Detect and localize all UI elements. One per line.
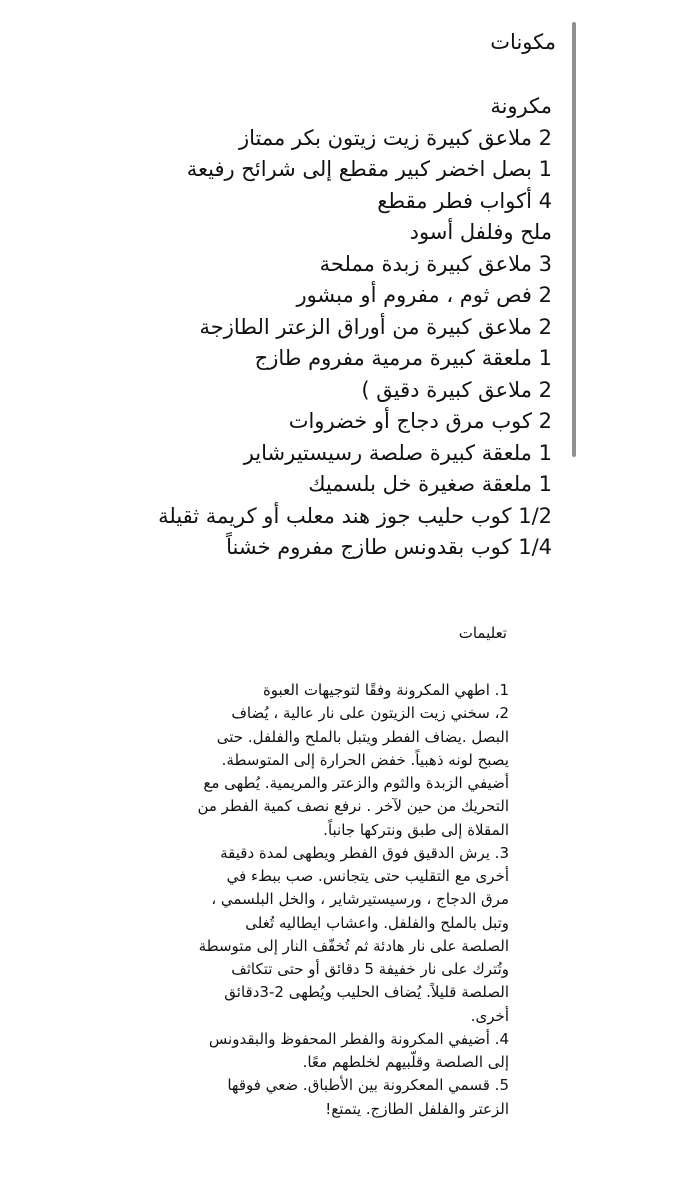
ingredient-item: 3 ملاعق كبيرة زبدة مملحة	[319, 251, 552, 276]
ingredient-item: مكرونة	[490, 94, 552, 118]
instruction-line: الزعتر والفلفل الطازج. يتمتع!	[325, 1099, 509, 1118]
ingredient-item: 1 ملعقة صغيرة خل بلسميك	[308, 472, 552, 496]
ingredient-item: 1 ملعقة كبيرة صلصة رسيستيرشاير	[243, 440, 552, 465]
instruction-line: أخرى.	[470, 1006, 509, 1025]
instruction-line: أخرى مع التقليب حتى يتجانس. صب ببطء في	[226, 867, 509, 885]
instructions-text	[194, 679, 509, 1121]
ingredient-item: 2 فص ثوم ، مفروم أو مبشور	[296, 283, 552, 307]
vertical-scrollbar[interactable]	[572, 22, 576, 457]
ingredient-item: 2 ملاعق كبيرة من أوراق الزعتر الطازجة	[199, 314, 552, 339]
instruction-line: الصلصة على نار هادئة ثم تُخفّف النار إلى متوسطة	[198, 936, 509, 955]
ingredient-item: 1/4 كوب بقدونس طازج مفروم خشناً	[226, 535, 552, 559]
ingredient-item: 2 ملاعق كبيرة زيت زيتون بكر ممتاز	[238, 125, 552, 150]
instructions-title: تعليمات	[458, 624, 507, 642]
ingredient-item: 4 أكواب فطر مقطع	[377, 188, 552, 213]
ingredients-title: مكونات	[490, 30, 556, 54]
instruction-line: 5. قسمي المعكرونة بين الأطباق. ضعي فوقها	[227, 1076, 509, 1095]
ingredients-list	[97, 91, 552, 564]
instruction-line: 1. اطهي المكرونة وفقًا لتوجيهات العبوة	[262, 681, 509, 699]
instruction-line: 3. يرش الدقيق فوق الفطر ويطهى لمدة دقيقة	[220, 843, 509, 862]
instruction-line: أضيفي الزبدة والثوم والزعتر والمريمية. يُطهى مع	[203, 774, 509, 792]
instruction-line: 4. أضيفي المكرونة والفطر المحفوظ والبقدونس	[208, 1029, 509, 1048]
instruction-line: التحريك من حين لآخر . نرفع نصف كمية الفطر من	[197, 797, 509, 816]
instruction-line: 2، سخني زيت الزيتون على نار عالية ، يُضاف	[231, 704, 509, 723]
ingredient-item: 1 بصل اخضر كبير مقطع إلى شرائح رفيعة	[186, 157, 552, 181]
instruction-line: إلى الصلصة وقلّبيهم لخلطهم معًا.	[302, 1053, 509, 1071]
instruction-line: البصل .يضاف الفطر ويتبل بالملح والفلفل. حتى	[216, 727, 509, 746]
ingredient-item: 2 ملاعق كبيرة دقيق )	[361, 377, 552, 402]
instruction-line: المقلاة إلى طبق ونتركها جانباً.	[323, 820, 509, 839]
instruction-line: الصلصة قليلاً. يُضاف الحليب ويُطهى 2-3دقائق	[224, 983, 509, 1002]
instruction-line: وتبل بالملح والفلفل. واعشاب ايطاليه تُغلى	[245, 913, 509, 932]
instruction-line: وتُترك على نار خفيفة 5 دقائق أو حتى تتكاثف	[231, 960, 509, 978]
ingredient-item: 1/2 كوب حليب جوز هند معلب أو كريمة ثقيلة	[158, 503, 552, 528]
instruction-line: مرق الدجاج ، ورسيستيرشاير ، والخل البلسمي ،	[211, 890, 509, 909]
ingredient-item: 2 كوب مرق دجاج أو خضروات	[288, 409, 552, 433]
instruction-line: يصبح لونه ذهبياً. خفض الحرارة إلى المتوسطة.	[221, 750, 509, 769]
ingredient-item: ملح وفلفل أسود	[409, 220, 552, 244]
ingredient-item: 1 ملعقة كبيرة مرمية مفروم طازج	[254, 346, 552, 370]
